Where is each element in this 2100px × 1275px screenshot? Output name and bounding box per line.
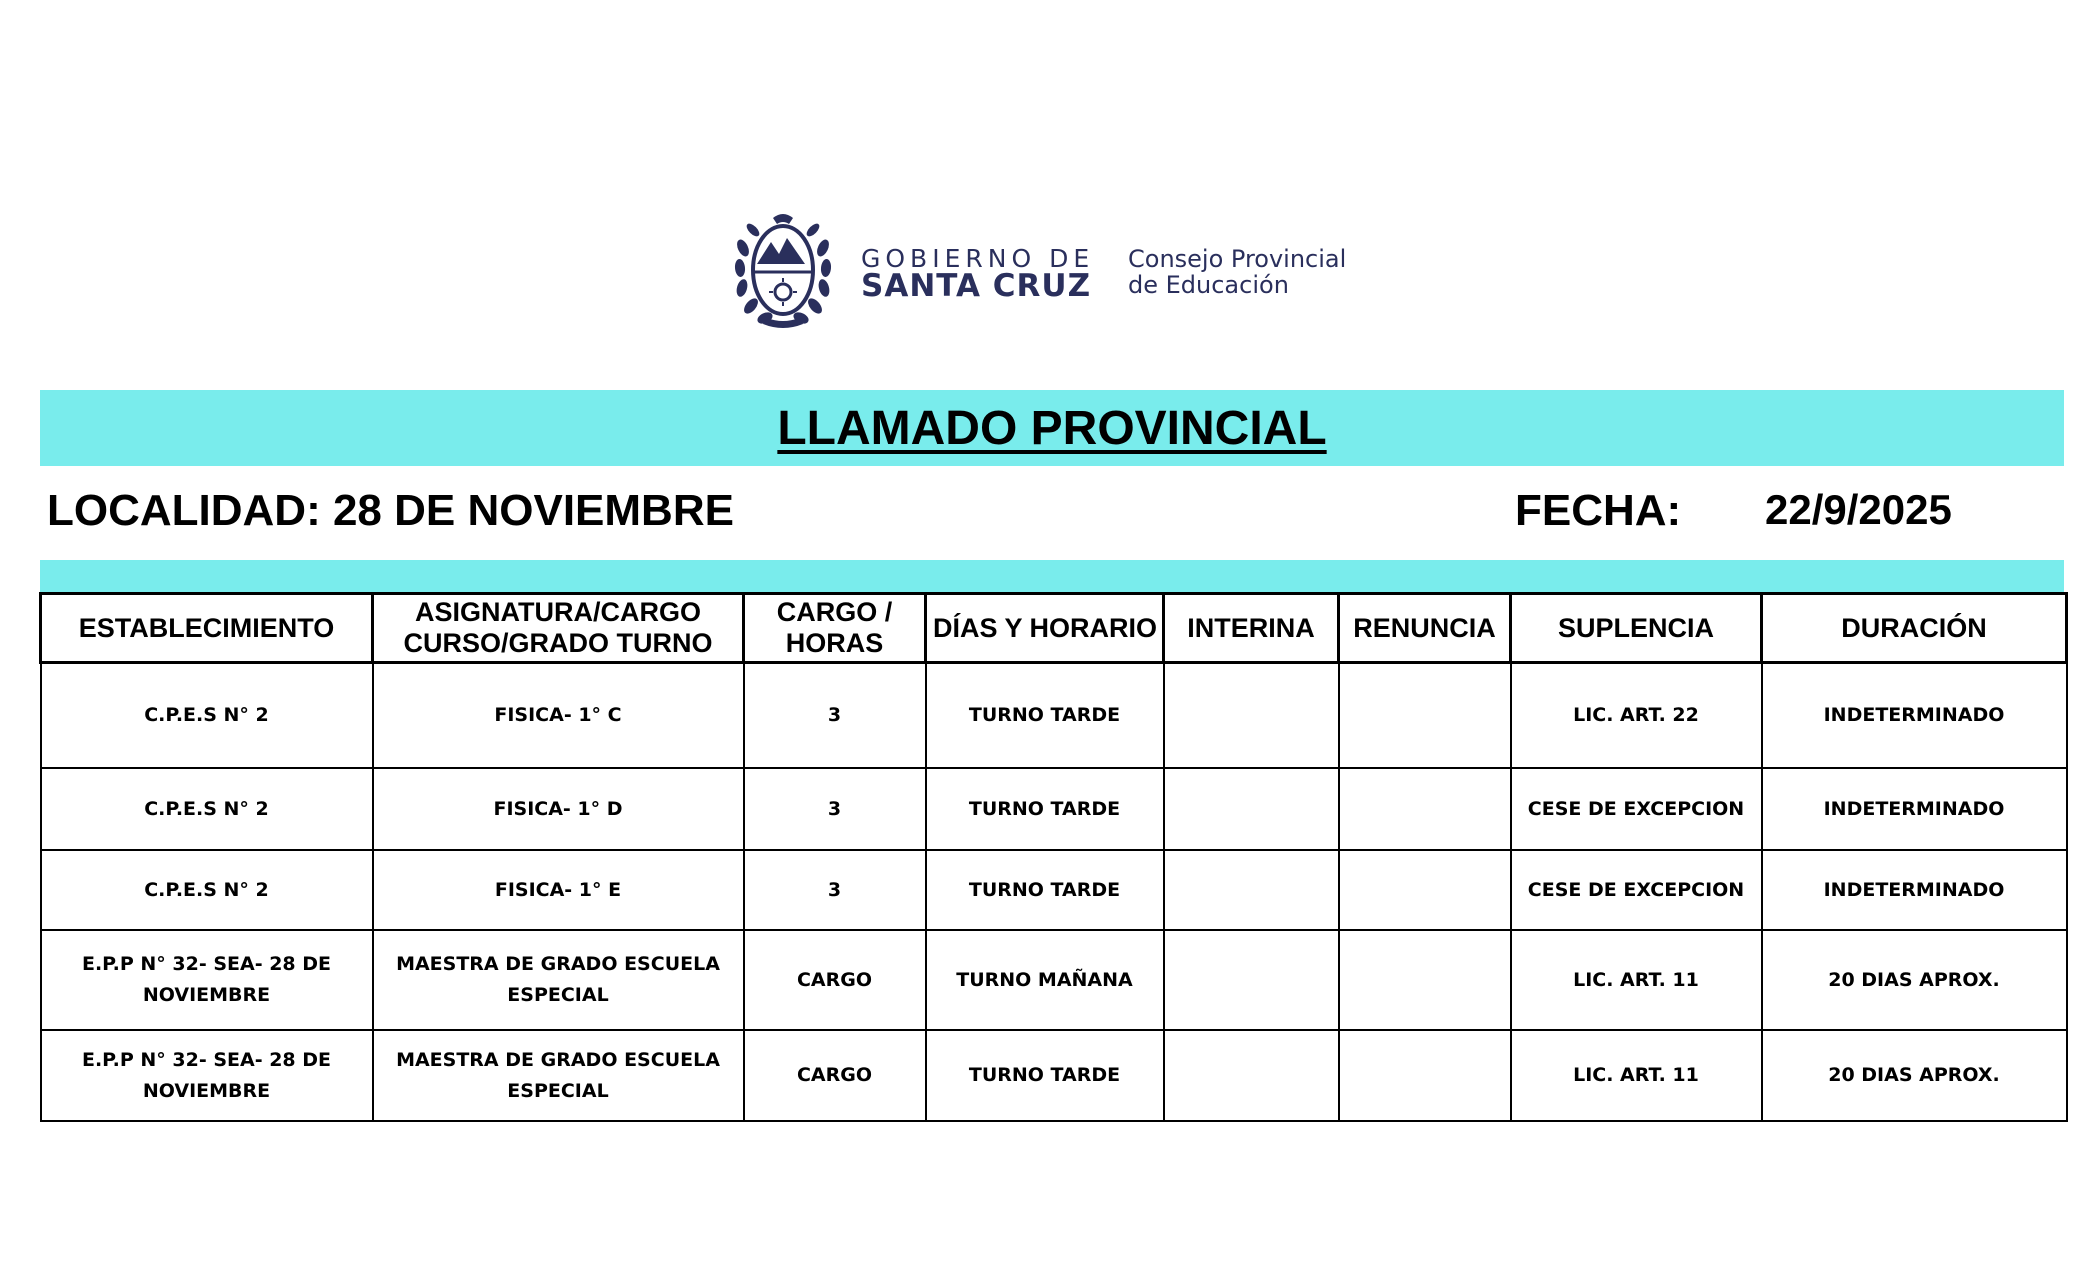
cell-renuncia [1339,1030,1511,1121]
table-row [41,850,2067,930]
cell-suplencia: CESE DE EXCEPCION [1511,768,1762,850]
header-duracion: DURACIÓN [1762,594,2067,663]
cell-duracion: 20 DIAS APROX. [1762,930,2067,1030]
province-seal-icon [733,208,833,334]
locality-label: LOCALIDAD: 28 DE NOVIEMBRE [47,486,734,535]
header-cargo-horas: CARGO / HORAS [744,594,926,663]
council-name-line2: de Educación [1128,271,1289,299]
cell-cargo-horas: 3 [744,663,926,769]
cell-renuncia [1339,768,1511,850]
cell-interina [1164,663,1339,769]
cell-interina [1164,768,1339,850]
table-row [41,930,2067,1030]
header-establecimiento: ESTABLECIMIENTO [41,594,373,663]
cell-cargo-horas: 3 [744,768,926,850]
table-header-row [41,594,2067,663]
vacancies-table [39,592,2068,1122]
cell-establecimiento: E.P.P N° 32- SEA- 28 DE NOVIEMBRE [41,1030,373,1121]
cell-dias-horario: TURNO MAÑANA [926,930,1164,1030]
header-renuncia: RENUNCIA [1339,594,1511,663]
cell-cargo-horas: 3 [744,850,926,930]
cell-suplencia: LIC. ART. 22 [1511,663,1762,769]
cell-dias-horario: TURNO TARDE [926,663,1164,769]
table-row [41,768,2067,850]
cell-asignatura: FISICA- 1° D [373,768,744,850]
page-title: LLAMADO PROVINCIAL [777,401,1327,455]
government-name-line1: GOBIERNO DE [861,244,1095,273]
government-name-line2: SANTA CRUZ [861,268,1092,304]
council-name-line1: Consejo Provincial [1128,245,1347,273]
cell-suplencia: LIC. ART. 11 [1511,1030,1762,1121]
date-label: FECHA: [1515,486,1682,535]
cell-renuncia [1339,850,1511,930]
cell-establecimiento: C.P.E.S N° 2 [41,768,373,850]
table-row [41,663,2067,769]
cell-dias-horario: TURNO TARDE [926,1030,1164,1121]
cell-dias-horario: TURNO TARDE [926,850,1164,930]
cell-suplencia: LIC. ART. 11 [1511,930,1762,1030]
date-value: 22/9/2025 [1765,486,1952,533]
cell-dias-horario: TURNO TARDE [926,768,1164,850]
cell-duracion: INDETERMINADO [1762,850,2067,930]
government-logo [733,208,1373,334]
cell-establecimiento: C.P.E.S N° 2 [41,663,373,769]
header-dias-horario: DÍAS Y HORARIO [926,594,1164,663]
title-band [40,390,2064,466]
cell-asignatura: FISICA- 1° E [373,850,744,930]
cell-renuncia [1339,663,1511,769]
cell-renuncia [1339,930,1511,1030]
council-name [1128,246,1346,298]
cell-establecimiento: C.P.E.S N° 2 [41,850,373,930]
cell-establecimiento: E.P.P N° 32- SEA- 28 DE NOVIEMBRE [41,930,373,1030]
cell-cargo-horas: CARGO [744,1030,926,1121]
cell-interina [1164,930,1339,1030]
cell-cargo-horas: CARGO [744,930,926,1030]
header-suplencia: SUPLENCIA [1511,594,1762,663]
header-interina: INTERINA [1164,594,1339,663]
cell-asignatura: MAESTRA DE GRADO ESCUELA ESPECIAL [373,930,744,1030]
cell-asignatura: FISICA- 1° C [373,663,744,769]
cell-duracion: INDETERMINADO [1762,663,2067,769]
cell-duracion: INDETERMINADO [1762,768,2067,850]
cell-asignatura: MAESTRA DE GRADO ESCUELA ESPECIAL [373,1030,744,1121]
cell-suplencia: CESE DE EXCEPCION [1511,850,1762,930]
cell-interina [1164,1030,1339,1121]
cell-duracion: 20 DIAS APROX. [1762,1030,2067,1121]
cell-interina [1164,850,1339,930]
table-row [41,1030,2067,1121]
header-asignatura: ASIGNATURA/CARGO CURSO/GRADO TURNO [373,594,744,663]
separator-band [40,560,2064,592]
